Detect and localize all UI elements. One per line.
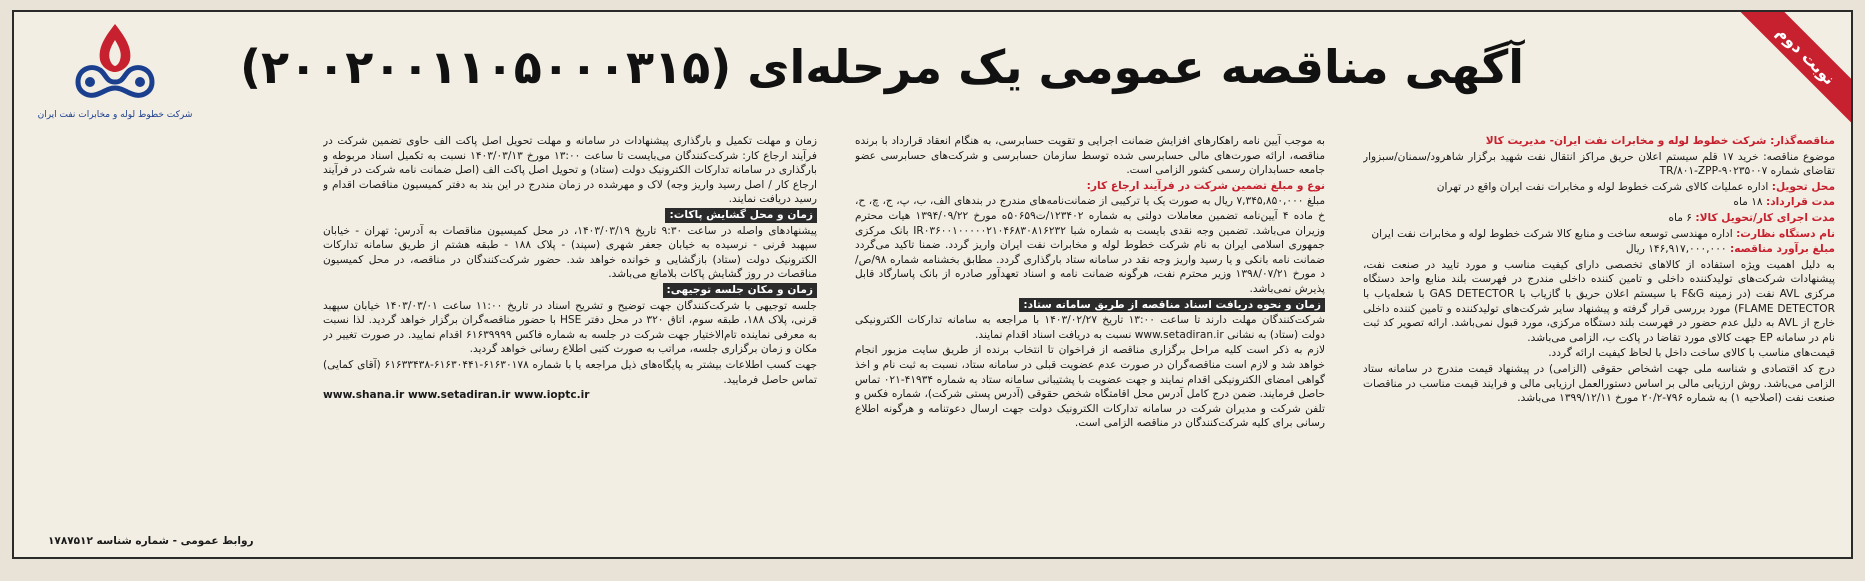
edition-badge-label: نوبت دوم <box>1735 10 1853 126</box>
contact-paragraph: جهت کسب اطلاعات بیشتر به پایگاه‌های ذیل مراجعه یا با شماره ۶۱۶۳۰۱۷۸-۶۱۶۳۰۴۴۱-۶۱۶۳۳۴۳۸ (آقای کمایی) تماس حاصل فرمایید. <box>323 358 817 386</box>
tender-organizer: مناقصه‌گذار: شرکت خطوط لوله و مخابرات نفت ایران- مدیریت کالا <box>1485 135 1835 147</box>
meeting-heading: زمان و مکان جلسه توجیهی: <box>663 283 817 298</box>
docs-heading: زمان و نحوه دریافت اسناد مناقصه از طریق سامانه ستاد: <box>1019 298 1325 313</box>
audit-paragraph: به موجب آیین نامه راهکارهای افزایش ضمانت اجرایی و تقویت حسابرسی، به هنگام انعقاد قرارداد با برنده مناقصه، ارائه صورت‌های مالی حسابرسی شده توسط سازمان حسابرسی و شرکت‌های حسابرسی عضو جامعه حسابداران رسمی کشور الزامی است. <box>855 135 1325 177</box>
delivery-label: محل تحویل: <box>1771 180 1835 193</box>
supervisor-value: اداره مهندسی توسعه ساخت و منابع کالا شرکت خطوط لوله و مخابرات نفت ایران <box>1371 227 1733 240</box>
guarantee-heading: نوع و مبلغ تضمین شرکت در فرآیند ارجاع کار: <box>1086 179 1325 192</box>
submission-paragraph: زمان و مهلت تکمیل و بارگذاری پیشنهادات در سامانه و مهلت تحویل اصل پاکت الف حاوی تضمین شرکت در فرآیند ارجاع کار: شرکت‌کنندگان می‌بایست تا ساعت ۱۳:۰۰ مورخ ۱۴۰۳/۰۳/۱۳ نسبت به تکمیل اسناد مربوطه و بارگذاری در سامانه تدارکات الکترونیک دولت (ستاد) و تحویل اصل پاکت الف (اصل ضمانت نامه شرکت در فرآیند ارجاع کار / اصل رسید واریز وجه) لاک و مهرشده در زمان مندرج در این بند به دفتر کمیسیون مناقصات اقدام و رسید دریافت نمایند. <box>323 135 817 206</box>
contract-duration <box>1363 195 1835 210</box>
registration-paragraph: لازم به ذکر است کلیه مراحل برگزاری مناقصه از فراخوان تا انتخاب برنده از طریق سایت مزبور انجام خواهد شد و لازم است مناقصه‌گران در صورت عدم عضویت قبلی در سامانه ستاد، نسبت به ثبت نام و اخذ گواهی امضای الکترونیکی اقدام نمایند و جهت عضویت با پشتیبانی سامانه ستاد به شماره ۴۱۹۳۴-۰۲۱ تماس حاصل فرمایند. ضمن درج کامل آدرس محل اقامتگاه شخص حقوقی (آدرس پستی شرکت)، شماره فکس و تلفن شرکت و مدیران شرکت در سامانه تدارکات الکترونیک دولت جهت ارسال دعوتنامه و هرگونه اطلاع رسانی برای کلیه شرکت‌کنندگان در مناقصه الزامی است. <box>855 344 1325 430</box>
page-title: آگهی مناقصه عمومی یک مرحله‌ای (۲۰۰۲۰۰۱۱۰۵۰۰۰۳۱۵) <box>240 40 1524 94</box>
estimate <box>1363 242 1835 257</box>
company-logo <box>30 20 200 138</box>
tender-advertisement <box>12 10 1853 559</box>
docs-paragraph: شرکت‌کنندگان مهلت دارند تا ساعت ۱۳:۰۰ تاریخ ۱۴۰۳/۰۲/۲۷ با مراجعه به سامانه تدارکات الکترونیکی دولت (ستاد) به نشانی www.setadiran.ir نسبت به دریافت اسناد اقدام نمایند. <box>855 314 1325 341</box>
website-links[interactable]: www.shana.ir www.setadiran.ir www.ioptc.ir <box>323 389 590 402</box>
column-middle <box>855 134 1325 554</box>
opening-paragraph: پیشنهادهای واصله در ساعت ۹:۳۰ تاریخ ۱۴۰۳/۰۳/۱۹، در محل کمیسیون مناقصات به آدرس: تهران - خیابان سپهبد قرنی - نرسیده به خیابان جعفر شهری (سپند) - پلاک ۱۸۸ - طبقه هشتم از طریق سامانه تدارکات الکترونیک دولت (ستاد) بازگشایی و خوانده خواهد شد. حضور شرکت‌کنندگان در مناقصه، در محل کمیسیون مناقصات در روز گشایش پاکات بلامانع می‌باشد. <box>323 224 817 281</box>
guarantee-paragraph: مبلغ ۷,۳۴۵,۸۵۰,۰۰۰ ریال به صورت یک یا ترکیبی از ضمانت‌نامه‌های مندرج در بندهای الف، ب، پ، ج، چ، ح، خ ماده ۴ آیین‌نامه تضمین معاملات دولتی به شماره ۱۲۳۴۰۲/ت۵۰۶۵۹ه مورخ ۱۳۹۴/۰۹/۲۲ هیات محترم وزیران می‌باشد. تضمین وجه نقدی بایست به شماره شبا IR۰۳۶۰۰۱۰۰۰۰۰۲۱۰۴۶۸۳۰۸۱۶۲۳۲ بانک مرکزی جمهوری اسلامی ایران به نام شرکت خطوط لوله و مخابرات نفت ایران واریز گردد. ضمنا تاکید می‌گردد ضمانت نامه بانکی و یا رسید واریز وجه نقد در سامانه ستاد بارگذاری گردد. مطابق بخشنامه شماره ۹۸/ص/د مورخ ۱۳۹۸/۰۷/۲۱ وزیر محترم نفت، هرگونه ضمانت نامه و اسناد تعهدآور صادره از بانک پاسارگاد قابل پذیرش نمی‌باشد. <box>855 195 1325 295</box>
edition-badge <box>1733 10 1853 126</box>
estimate-label: مبلغ برآورد مناقصه: <box>1729 243 1835 256</box>
column-left <box>323 134 817 554</box>
flame-logo-icon <box>60 20 170 110</box>
quality-paragraph: به دلیل اهمیت ویژه استفاده از کالاهای تخصصی دارای کیفیت مناسب و مورد تایید در صنعت نفت، پیشنهادات شرکت‌های تولیدکننده داخلی و تامین کننده داخلی مندرج در فهرست بلند منابع واحد دستگاه مرکزی AVL نفت (در زمینه F&G با سیستم اعلان حریق با گازیاب با GAS DETECTOR با شعله‌یاب با FLAME DETECTOR) مورد بررسی قرار گرفته و پیشنهاد سایر شرکت‌های تولیدکننده و تامین کننده داخلی خارج از AVL به دلیل عدم حضور در فهرست بلند دستگاه مرکزی، مورد قبول نمی‌باشد. ارائه تصویر کد ثبت نام در سامانه EP جهت کالای مورد تقاضا در پاکت ب، الزامی می‌باشد. <box>1363 258 1835 344</box>
duration-value: ۱۸ ماه <box>1733 196 1763 209</box>
tender-subject: موضوع مناقصه: خرید ۱۷ قلم سیستم اعلان حریق مراکز انتقال نفت شهید برگزار شاهرود/سمنان/سبزوار تقاضای شماره ۹۰۲۳۵۰۰۷-TR/۸۰۱-ZPP <box>1363 150 1835 178</box>
public-relations-footer: روابط عمومی - شماره شناسه ۱۷۸۷۵۱۲ <box>48 535 254 547</box>
column-right <box>1363 134 1835 554</box>
exec-value: ۶ ماه <box>1668 211 1692 224</box>
delivery-value: اداره عملیات کالای شرکت خطوط لوله و مخابرات نفت ایران واقع در تهران <box>1436 180 1769 193</box>
logo-caption: شرکت خطوط لوله و مخابرات نفت ایران <box>37 110 193 120</box>
execution-time <box>1363 211 1835 226</box>
delivery-place <box>1363 180 1835 195</box>
supervisor <box>1363 227 1835 242</box>
evaluation-paragraph: درج کد اقتصادی و شناسه ملی جهت اشخاص حقوقی (الزامی) در پیشنهاد قیمت مندرج در سامانه ستاد الزامی می‌باشد. روش ارزیابی مالی بر اساس دستورالعمل ارزیابی مالی و فرایند قیمت مناسب در مناقصات صنعت نفت (اصلاحیه ۱) به شماره ۷۹۶-۲۰/۲ مورخ ۱۳۹۹/۱۲/۱۱ می‌باشد. <box>1363 362 1835 405</box>
duration-label: مدت قرارداد: <box>1765 196 1835 209</box>
meeting-paragraph: جلسه توجیهی با شرکت‌کنندگان جهت توضیح و تشریح اسناد در تاریخ ۱۱:۰۰ ساعت ۱۴۰۳/۰۳/۰۱ خیابان سپهبد قرنی، پلاک ۱۸۸، طبقه سوم، اتاق ۳۲۰ در محل دفتر HSE با حضور مناقصه‌گران برگزار خواهد گردید. لذا نسبت به معرفی نماینده تام‌الاختیار جهت شرکت در جلسه به شماره فاکس ۶۱۶۳۹۹۹۹ اقدام نمایید. در صورت تغییر در مکان و زمان برگزاری جلسه، مراتب به صورت کتبی اطلاع رسانی خواهد گردید. <box>323 299 817 356</box>
estimate-value: ۱۴۶,۹۱۷,۰۰۰,۰۰۰ ریال <box>1625 243 1727 256</box>
exec-label: مدت اجرای کار/تحویل کالا: <box>1695 211 1835 224</box>
opening-heading: زمان و محل گشایش پاکات: <box>665 208 817 223</box>
domestic-paragraph: قیمت‌های مناسب با کالای ساخت داخل با لحاظ کیفیت ارائه گردد. <box>1548 347 1835 360</box>
supervisor-label: نام دستگاه نظارت: <box>1736 227 1835 240</box>
